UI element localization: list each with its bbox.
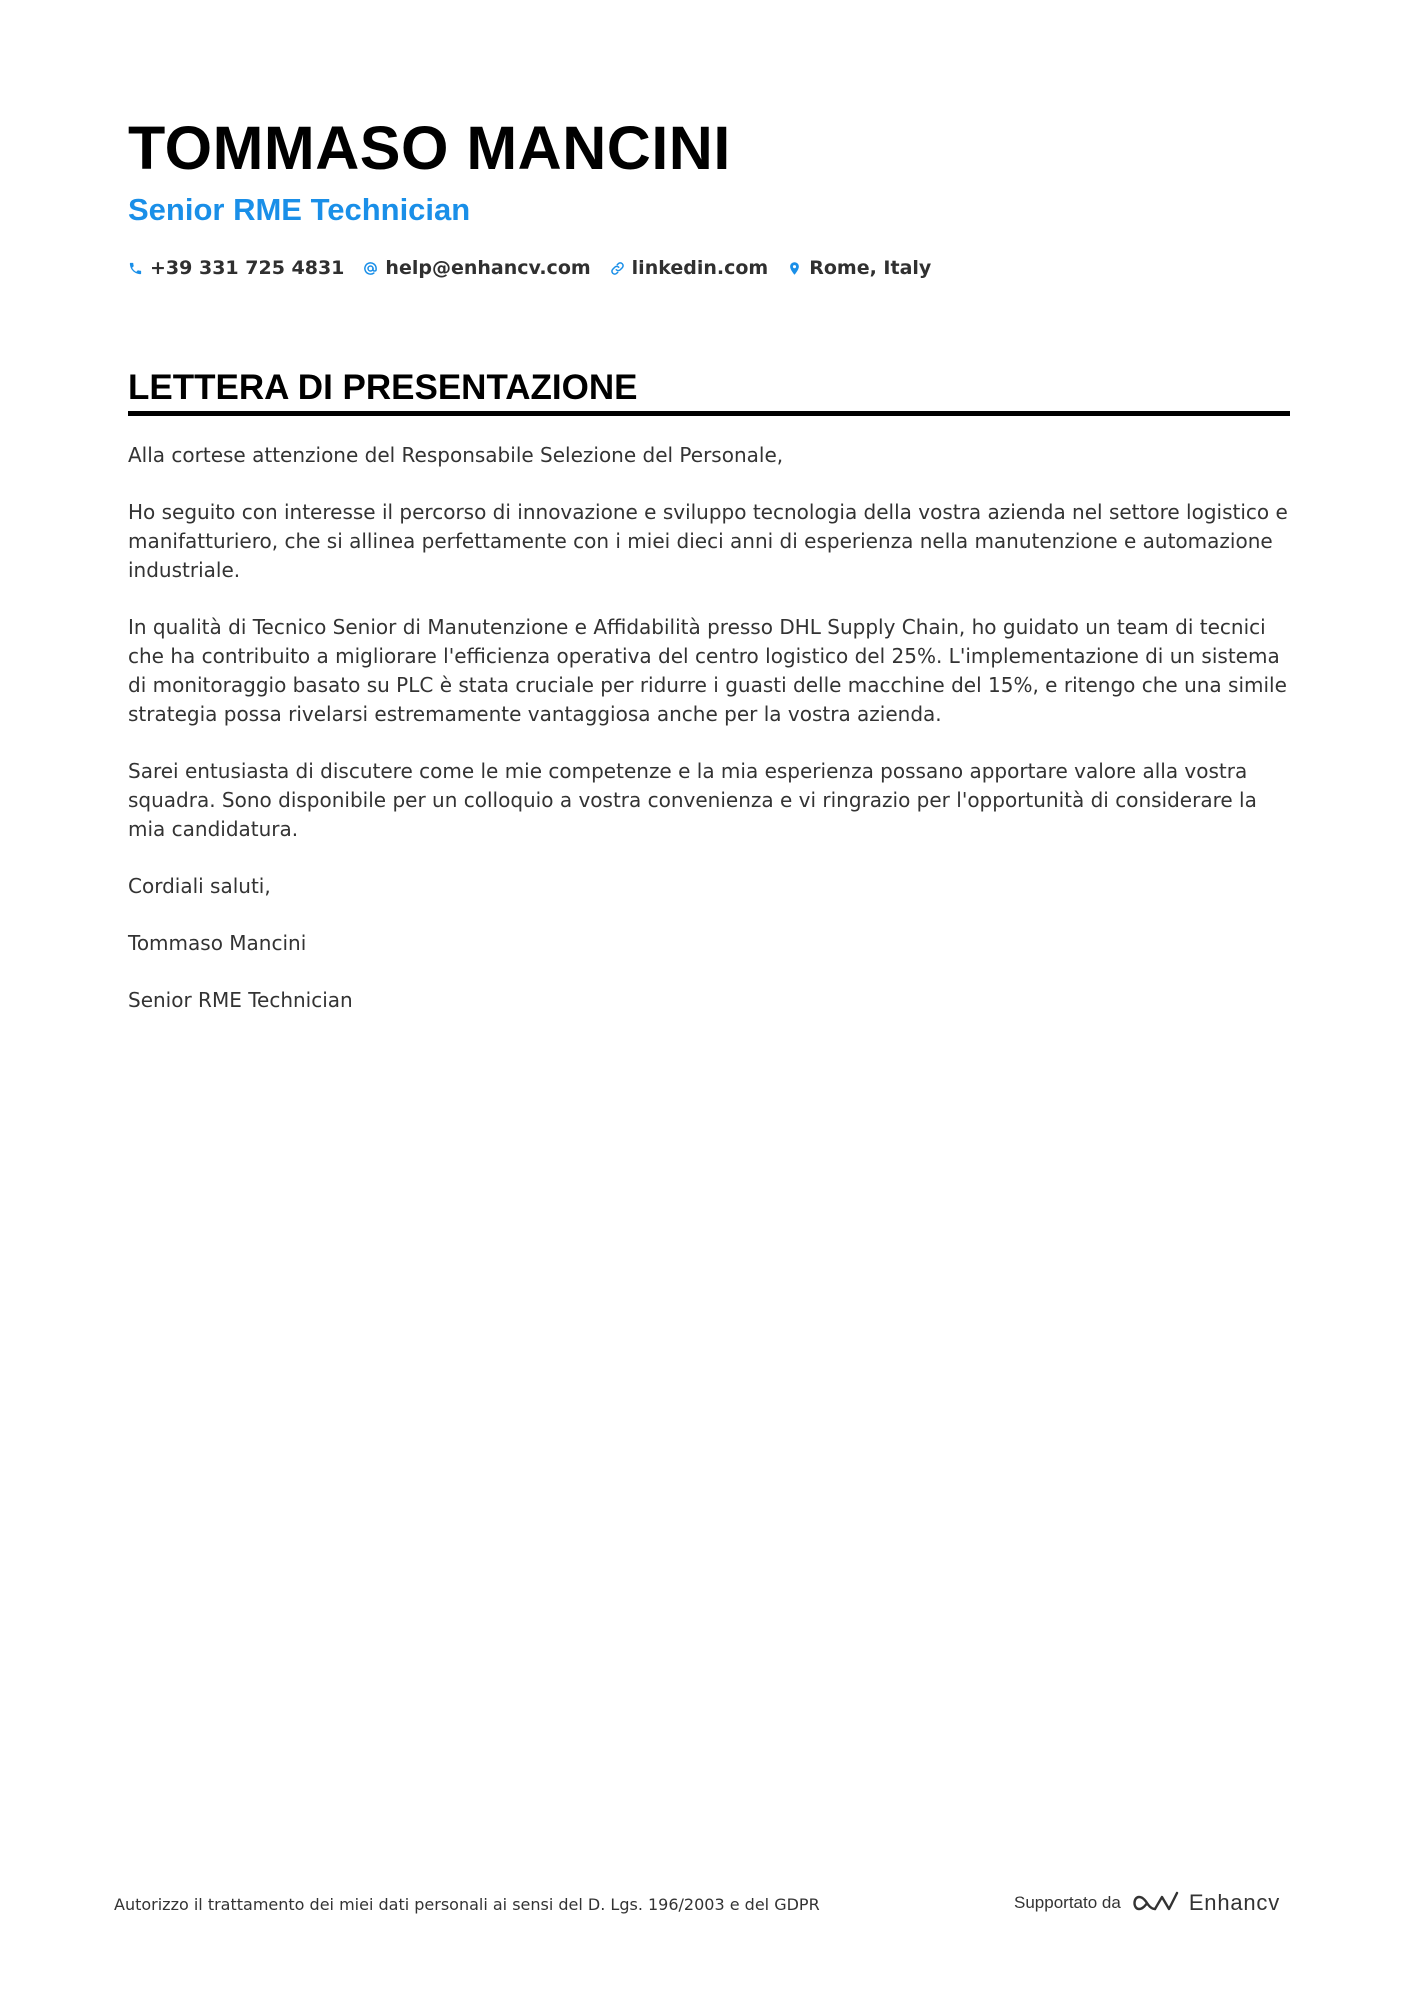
applicant-job-title: Senior RME Technician [128, 192, 471, 227]
phone-icon [128, 261, 143, 276]
contact-linkedin[interactable] [610, 257, 769, 279]
at-icon [363, 261, 378, 276]
powered-by[interactable] [1014, 1888, 1280, 1918]
contact-linkedin-text: linkedin.com [631, 257, 769, 279]
powered-by-label: Supportato da [1014, 1893, 1121, 1912]
enhancv-logo-icon [1133, 1890, 1179, 1916]
location-pin-icon [787, 261, 802, 276]
section-divider [128, 411, 1290, 416]
letter-paragraph: Ho seguito con interesse il percorso di innovazione e sviluppo tecnologia della vostra azienda nel settore logistico e manifatturiero, che si allinea perfettamente con i miei dieci anni di esperienza nella manutenzione e automazione industriale. [128, 500, 1288, 582]
contact-phone-text: +39 331 725 4831 [150, 257, 345, 279]
letter-closing: Cordiali saluti, [128, 874, 271, 898]
link-icon [610, 261, 625, 276]
section-title: LETTERA DI PRESENTAZIONE [128, 368, 638, 407]
contact-bar [128, 254, 950, 282]
signature-title: Senior RME Technician [128, 988, 353, 1012]
letter-paragraph: Sarei entusiasta di discutere come le mie competenze e la mia esperienza possano apportare valore alla vostra squadra. Sono disponibile per un colloquio a vostra convenienza e vi ringrazio per l'opportunità di considerare la mia candidatura. [128, 759, 1257, 841]
contact-email[interactable] [363, 257, 590, 279]
letter-salutation: Alla cortese attenzione del Responsabile Selezione del Personale, [128, 443, 784, 467]
privacy-consent: Autorizzo il trattamento dei miei dati personali ai sensi del D. Lgs. 196/2003 e del GDPR [114, 1895, 820, 1914]
applicant-name: TOMMASO MANCINI [128, 114, 731, 182]
letter-paragraph: In qualità di Tecnico Senior di Manutenzione e Affidabilità presso DHL Supply Chain, ho guidato un team di tecnici che ha contribuito a migliorare l'efficienza operativa del centro logistico del 25%. L'implementazione di un sistema di monitoraggio basato su PLC è stata cruciale per ridurre i guasti delle macchine del 15%, e ritengo che una simile strategia possa rivelarsi estremamente vantaggiosa anche per la vostra azienda. [128, 615, 1287, 726]
contact-email-text: help@enhancv.com [385, 257, 591, 279]
contact-location [787, 257, 931, 279]
letter-body [128, 441, 1293, 1043]
contact-location-text: Rome, Italy [809, 257, 932, 279]
enhancv-brand-name: Enhancv [1188, 1890, 1281, 1915]
signature-name: Tommaso Mancini [128, 931, 307, 955]
contact-phone[interactable] [128, 257, 344, 279]
